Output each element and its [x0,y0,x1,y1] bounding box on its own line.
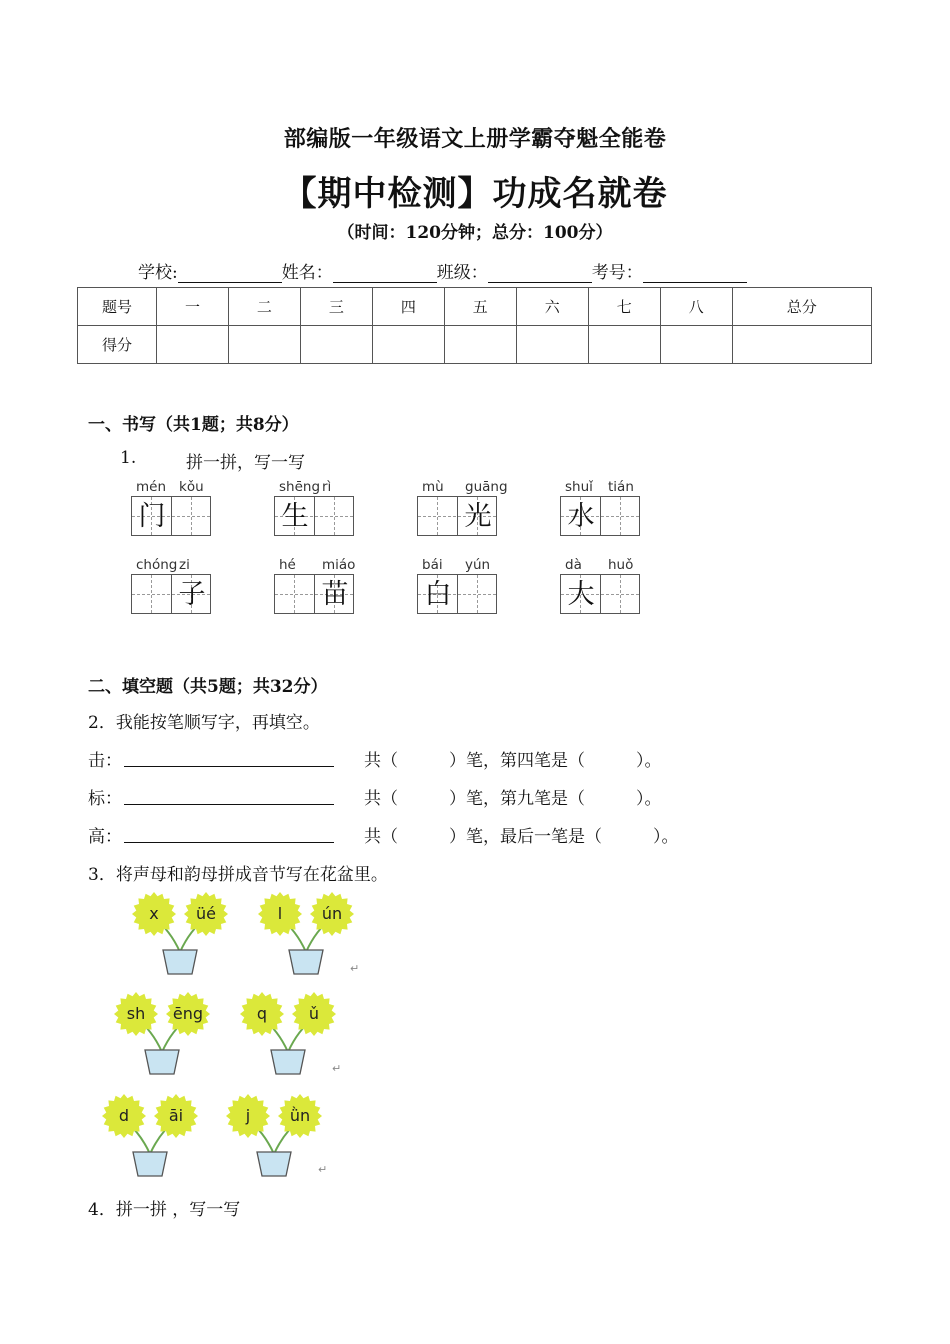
final-label: ēng [172,1004,204,1023]
final-label: ǜn [289,1106,311,1125]
flower-pot [238,990,338,1080]
final-label: ún [321,904,343,923]
pinyin-syllable: hé [279,557,296,573]
pinyin-syllable: mù [422,479,444,495]
tianzige-grid[interactable] [131,574,211,614]
name-blank[interactable] [333,264,437,283]
score-cell[interactable] [660,326,732,364]
score-header-cell: 一 [157,288,229,326]
q1-number: 1. [120,448,137,468]
pinyin-syllable: dà [565,557,582,573]
return-mark-icon: ↵ [350,962,360,975]
final-label: āi [168,1106,184,1125]
tianzige-grid[interactable] [560,574,640,614]
pinyin-syllable: rì [322,479,332,495]
stroke-char-label: 击： [88,751,122,771]
class-label: 班级： [436,263,488,283]
score-cell[interactable] [732,326,871,364]
initial-label: d [118,1106,130,1125]
score-cell[interactable] [516,326,588,364]
q3-text: 3．将声母和韵母拼成音节写在花盆里。 [88,865,388,885]
stroke-question: 共（ ）笔，第四笔是（ ）。 [364,751,662,771]
score-header-cell: 三 [300,288,372,326]
score-table [77,287,872,364]
final-label: üé [196,904,216,923]
pinyin-syllable: tián [608,479,634,495]
school-blank[interactable] [178,264,282,283]
pinyin-syllable: shēng [279,479,321,495]
score-header-cell: 四 [372,288,444,326]
tianzige-grid[interactable] [560,496,640,536]
return-mark-icon: ↵ [318,1163,328,1176]
score-header-cell: 八 [660,288,732,326]
grid-character: 门 [138,501,166,532]
q4-text: 4．拼一拼 ，写一写 [88,1200,241,1220]
initial-label: x [149,904,159,923]
pinyin-syllable: mén [136,479,167,495]
score-header-cell: 五 [444,288,516,326]
final-label: ǔ [308,1004,320,1023]
grid-character: 生 [281,501,309,532]
score-header-cell: 题号 [78,288,157,326]
tianzige-grid[interactable] [274,574,354,614]
score-header-cell: 二 [228,288,300,326]
exam-no-label: 考号： [591,263,643,283]
score-row-label: 得分 [78,326,157,364]
stroke-answer-line[interactable] [124,804,334,805]
title-series: 部编版一年级语文上册学霸夺魁全能卷 [283,126,667,152]
return-mark-icon: ↵ [332,1062,342,1075]
score-cell[interactable] [444,326,516,364]
class-blank[interactable] [488,264,592,283]
score-header-cell: 六 [516,288,588,326]
grid-character: 白 [424,579,452,610]
pinyin-syllable: shuǐ [565,479,593,495]
title-main: 【期中检测】功成名就卷 [282,174,668,214]
tianzige-grid[interactable] [274,496,354,536]
flower-pot-icon [256,890,356,976]
name-label: 姓名： [281,263,333,283]
flower-pot-icon [130,890,230,976]
flower-pot [100,1092,200,1182]
flower-pot-icon [224,1092,324,1178]
flower-pot [130,890,230,980]
grid-character: 苗 [321,579,349,610]
tianzige-grid[interactable] [417,496,497,536]
score-header-cell: 七 [588,288,660,326]
flower-pot-icon [112,990,212,1076]
pinyin-syllable: chóng [136,557,178,573]
stroke-question: 共（ ）笔，最后一笔是（ ）。 [364,827,679,847]
pinyin-syllable: kǒu [179,479,204,495]
q1-text: 拼一拼，写一写 [186,453,305,473]
pinyin-syllable: zi [179,557,190,573]
pinyin-syllable: bái [422,557,443,573]
initial-label: sh [126,1004,146,1023]
pinyin-syllable: yún [465,557,491,573]
initial-label: j [245,1106,251,1125]
score-cell[interactable] [372,326,444,364]
pinyin-syllable: miáo [322,557,356,573]
flower-pot-icon [238,990,338,1076]
flower-pot [256,890,356,980]
stroke-answer-line[interactable] [124,766,334,767]
grid-character: 大 [567,579,595,610]
pinyin-syllable: huǒ [608,557,634,573]
student-info-line [138,258,747,283]
flower-pot [112,990,212,1080]
initial-label: l [277,904,283,923]
tianzige-grid[interactable] [131,496,211,536]
score-cell[interactable] [157,326,229,364]
section2-heading: 二、填空题（共5题；共32分） [88,677,328,697]
grid-character: 子 [178,579,206,610]
score-cell[interactable] [588,326,660,364]
school-label: 学校: [138,263,178,283]
flower-pot-icon [100,1092,200,1178]
stroke-char-label: 标： [88,789,122,809]
stroke-question: 共（ ）笔，第九笔是（ ）。 [364,789,662,809]
score-header-cell: 总分 [732,288,871,326]
stroke-char-label: 高： [88,827,122,847]
stroke-answer-line[interactable] [124,842,334,843]
section1-heading: 一、书写（共1题；共8分） [88,415,299,435]
title-time-score: （时间：120分钟；总分：100分） [337,223,613,243]
grid-character: 光 [464,501,492,532]
grid-character: 水 [567,501,595,532]
score-table-header-row [78,288,872,326]
initial-label: q [256,1004,268,1023]
tianzige-grid[interactable] [417,574,497,614]
score-table-score-row [78,326,872,364]
pinyin-syllable: guāng [465,479,508,495]
flower-pot [224,1092,324,1182]
score-cell[interactable] [228,326,300,364]
exam-no-blank[interactable] [643,264,747,283]
score-cell[interactable] [300,326,372,364]
q2-text: 2．我能按笔顺写字，再填空。 [88,713,320,733]
